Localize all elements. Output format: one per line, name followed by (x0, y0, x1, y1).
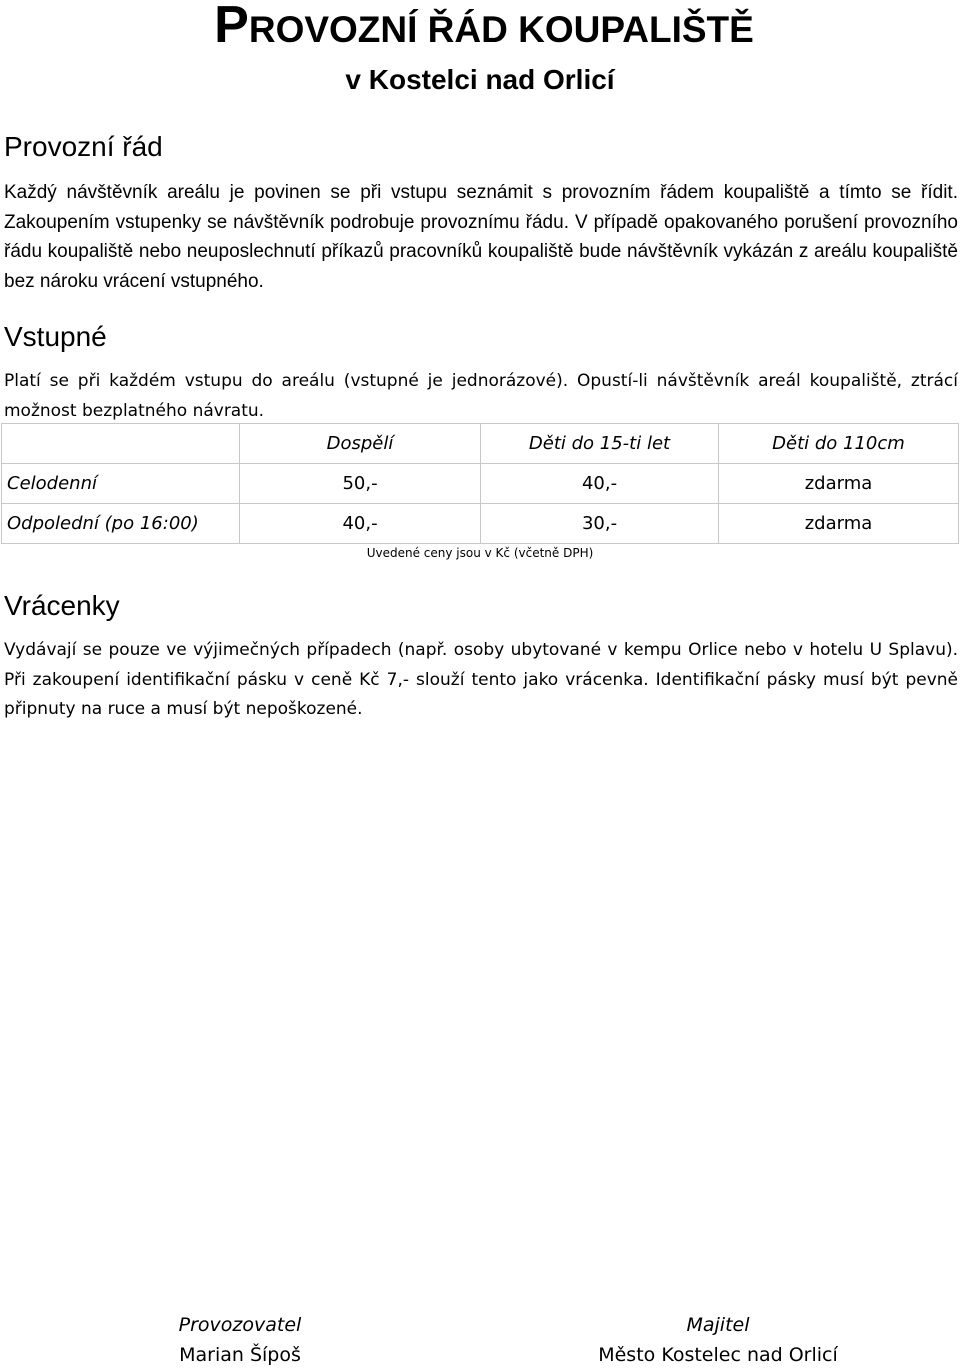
admission-heading: Vstupné (4, 321, 107, 352)
returns-heading: Vrácenky (4, 590, 120, 621)
price-cell: 50,- (240, 464, 481, 504)
column-header-children-15: Děti do 15-ti let (481, 424, 719, 464)
price-table-corner (2, 424, 240, 464)
price-table (1, 423, 959, 544)
price-cell: 30,- (481, 504, 719, 544)
returns-paragraph: Vydávají se pouze ve výjimečných případech (např. osoby ubytované v kempu Orlice nebo v hotelu U Splavu). Při zakoupení identifikační pásku v ceně Kč 7,- slouží tento jako vrácenka. Identifikační pásky musí být pevně připnuty na ruce a musí být nepoškozené. (4, 640, 958, 719)
signature-owner (568, 1310, 868, 1370)
column-header-children-110cm: Děti do 110cm (719, 424, 959, 464)
table-row (2, 504, 959, 544)
price-cell: 40,- (240, 504, 481, 544)
price-cell: 40,- (481, 464, 719, 504)
column-header-adults: Dospělí (240, 424, 481, 464)
rules-paragraph: Každý návštěvník areálu je povinen se při vstupu seznámit s provozním řádem koupaliště a tímto se řídit. Zakoupením vstupenky se návštěvník podrobuje provoznímu řádu. V případě opakovaného porušení provozního řádu koupaliště nebo neuposlechnutí příkazů pracovníků koupaliště bude návštěvník vykázán z areálu koupaliště bez nároku vrácení vstupného. (4, 182, 958, 292)
signature-operator (100, 1310, 380, 1370)
row-label-full-day: Celodenní (2, 464, 240, 504)
admission-paragraph: Platí se při každém vstupu do areálu (vstupné je jednorázové). Opustí-li návštěvník areál koupaliště, ztrácí možnost bezplatného návratu. (4, 371, 958, 421)
price-cell: zdarma (719, 504, 959, 544)
title-rest: ROVOZNÍ ŘÁD KOUPALIŠTĚ (248, 9, 754, 50)
price-cell: zdarma (719, 464, 959, 504)
title-initial: P (214, 0, 249, 54)
page-title (0, 0, 960, 55)
owner-name: Město Kostelec nad Orlicí (598, 1344, 838, 1366)
rules-heading: Provozní řád (4, 131, 163, 162)
table-row (2, 464, 959, 504)
price-note: Uvedené ceny jsou v Kč (včetně DPH) (366, 546, 594, 560)
row-label-afternoon: Odpolední (po 16:00) (2, 504, 240, 544)
owner-role: Majitel (686, 1314, 750, 1336)
price-table-header-row (2, 424, 959, 464)
operator-name: Marian Šípoš (179, 1344, 301, 1366)
operator-role: Provozovatel (178, 1314, 302, 1336)
page-subtitle: v Kostelci nad Orlicí (345, 64, 615, 95)
